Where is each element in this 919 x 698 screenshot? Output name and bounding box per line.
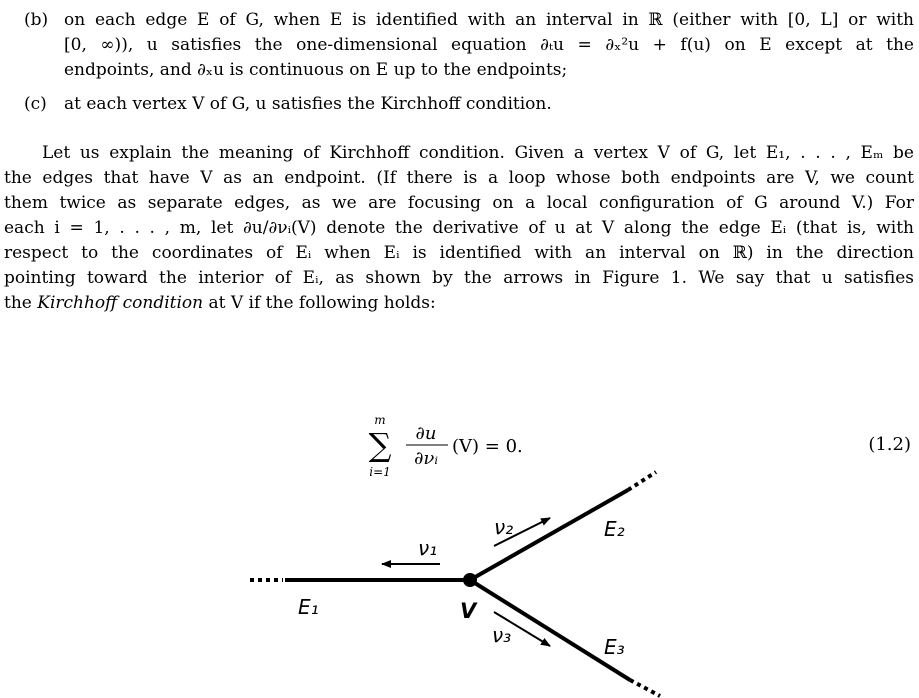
sum-upper-limit: m: [374, 413, 386, 427]
edge-e2-continuation: [628, 472, 656, 490]
body-paragraph: [4, 141, 914, 316]
sum-lower-limit: i=1: [369, 465, 391, 479]
edge-label-e2: E₂: [604, 517, 625, 541]
text-line: [0, ∞)), u satisfies the one-dimensional equation ∂ₜu = ∂ₓ²u + f(u) on E except at the: [64, 35, 914, 55]
text-line: pointing toward the interior of Eᵢ, as shown by the arrows in Figure 1. We say that u satisfies: [4, 268, 914, 288]
text-line: endpoints, and ∂ₓu is continuous on E up to the endpoints;: [64, 60, 568, 80]
fraction-numerator: ∂u: [415, 423, 437, 444]
text-line: the edges that have V as an endpoint. (If there is a loop whose both endpoints are V, we count: [4, 168, 914, 188]
text-line: on each edge E of G, when E is identified with an interval in ℝ (either with [0, L] or with: [64, 10, 914, 30]
sum-symbol: ∑: [368, 426, 392, 464]
list-item-label: (c): [24, 94, 47, 114]
list-item-b: [24, 8, 914, 83]
normal-label-nu2: ν₂: [494, 515, 514, 539]
list-item-text: [64, 92, 914, 117]
text-fragment: the: [4, 293, 38, 313]
figure-graph-vertex: [210, 458, 710, 698]
equation-rhs: (V) = 0.: [452, 436, 523, 457]
equation-number: (1.2): [868, 434, 911, 455]
text-line: each i = 1, . . . , m, let ∂u/∂νᵢ(V) denote the derivative of u at V along the edge Eᵢ (that is, with: [4, 218, 914, 238]
edge-label-e3: E₃: [604, 635, 625, 659]
text-line: respect to the coordinates of Eᵢ when Eᵢ is identified with an interval on ℝ) in the direction: [4, 243, 914, 263]
normal-label-nu1: ν₁: [418, 536, 438, 560]
vertex-dot: [463, 573, 477, 587]
edge-e3-continuation: [630, 680, 660, 696]
list-item-text: [64, 8, 914, 83]
text-fragment: at V if the following holds:: [203, 293, 436, 313]
list-item-label: (b): [24, 10, 49, 30]
text-line: at each vertex V of G, u satisfies the Kirchhoff condition.: [64, 94, 552, 114]
text-line: Let us explain the meaning of Kirchhoff condition. Given a vertex V of G, let E₁, . . . , Eₘ be: [42, 143, 914, 163]
vertex-diagram: [210, 458, 710, 698]
list-item-c: [24, 92, 914, 117]
normal-label-nu3: ν₃: [492, 623, 512, 647]
fraction-denominator: ∂νᵢ: [414, 448, 438, 469]
emphasis-term: Kirchhoff condition: [37, 293, 204, 313]
vertex-label: V: [460, 599, 477, 623]
text-line: [4, 291, 914, 316]
text-line: them twice as separate edges, as we are focusing on a local configuration of G around V.) For: [4, 193, 914, 213]
edge-label-e1: E₁: [298, 595, 319, 619]
